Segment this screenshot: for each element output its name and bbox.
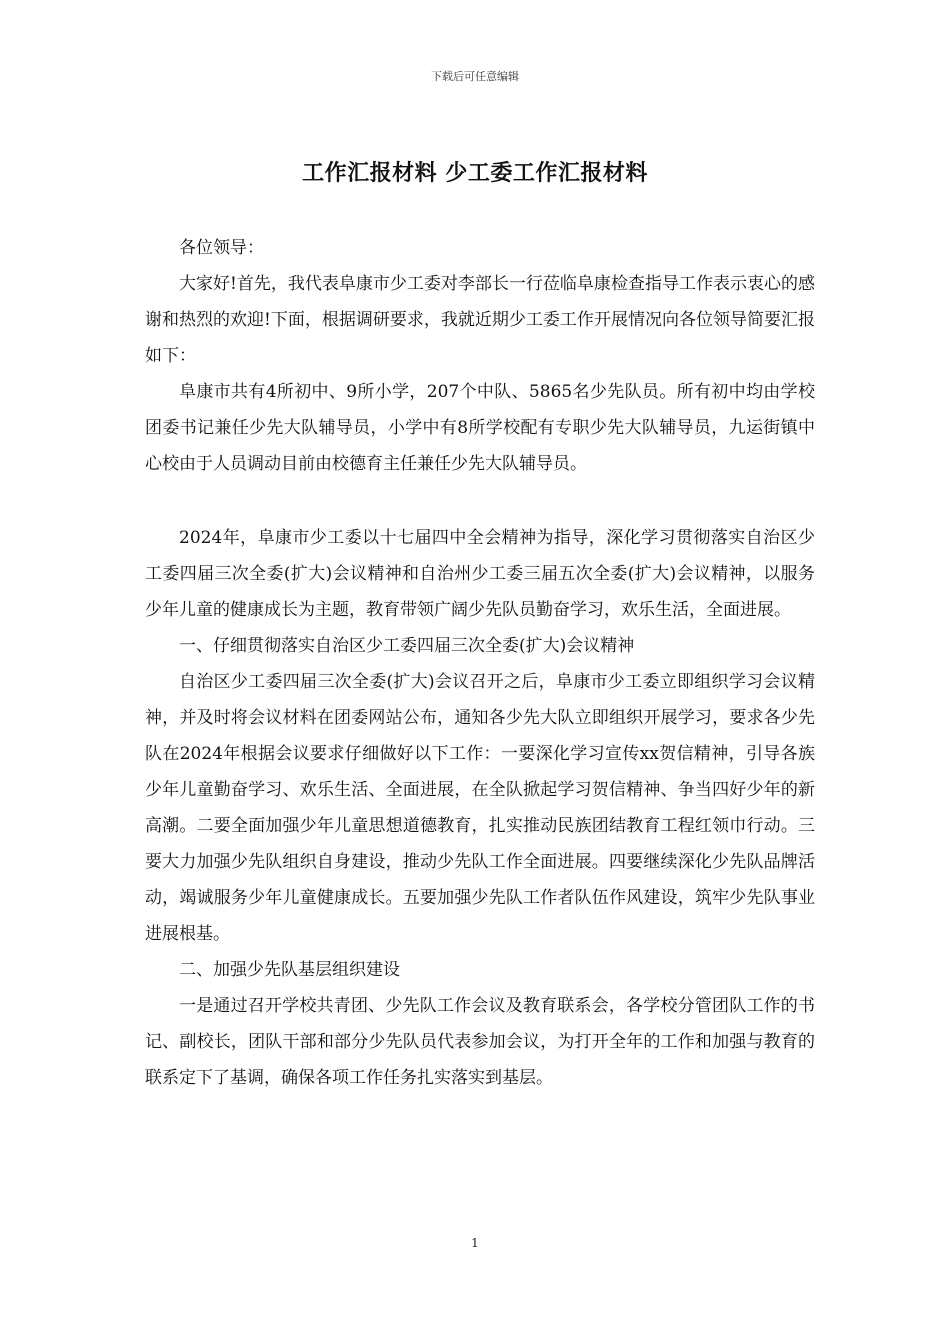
page-title: 工作汇报材料 少工委工作汇报材料 [302, 161, 648, 186]
paragraph-2024-summary: 2024年，阜康市少工委以十七届四中全会精神为指导，深化学习贯彻落实自治区少工委四届三次全委(扩大)会议精神和自治州少工委三届五次全委(扩大)会议精神，以服务少年儿童的健康成长为主题，教育带领广阔少先队员勤奋学习，欢乐生活，全面进展。 [145, 528, 815, 620]
header-note: 下载后可任意编辑 [431, 70, 519, 83]
page-number: 1 [471, 1236, 479, 1250]
section-heading-1: 一、仔细贯彻落实自治区少工委四届三次全委(扩大)会议精神 [179, 636, 635, 656]
section-heading-2: 二、加强少先队基层组织建设 [179, 960, 400, 980]
paragraph-greeting: 大家好!首先，我代表阜康市少工委对李部长一行莅临阜康检查指导工作表示衷心的感谢和热烈的欢迎!下面，根据调研要求，我就近期少工委工作开展情况向各位领导简要汇报如下： [145, 274, 815, 366]
document-body [145, 230, 815, 1096]
paragraph-section-1: 自治区少工委四届三次全委(扩大)会议召开之后，阜康市少工委立即组织学习会议精神，并及时将会议材料在团委网站公布，通知各少先大队立即组织开展学习，要求各少先队在2024年根据会议要求仔细做好以下工作：一要深化学习宣传xx贺信精神，引导各族少年儿童勤奋学习、欢乐生活、全面进展，在全队掀起学习贺信精神、争当四好少年的新高潮。二要全面加强少年儿童思想道德教育，扎实推动民族团结教育工程红领巾行动。三要大力加强少先队组织自身建设，推动少先队工作全面进展。四要继续深化少先队品牌活动，竭诚服务少年儿童健康成长。五要加强少先队工作者队伍作风建设，筑牢少先队事业进展根基。 [145, 672, 815, 944]
paragraph-section-2: 一是通过召开学校共青团、少先队工作会议及教育联系会，各学校分管团队工作的书记、副校长，团队干部和部分少先队员代表参加会议，为打开全年的工作和加强与教育的联系定下了基调，确保各项工作任务扎实落实到基层。 [145, 996, 815, 1088]
paragraph-overview: 阜康市共有4所初中、9所小学，207个中队、5865名少先队员。所有初中均由学校团委书记兼任少先大队辅导员，小学中有8所学校配有专职少先大队辅导员，九运街镇中心校由于人员调动目前由校德育主任兼任少先大队辅导员。 [145, 382, 815, 474]
salutation: 各位领导： [179, 238, 264, 258]
